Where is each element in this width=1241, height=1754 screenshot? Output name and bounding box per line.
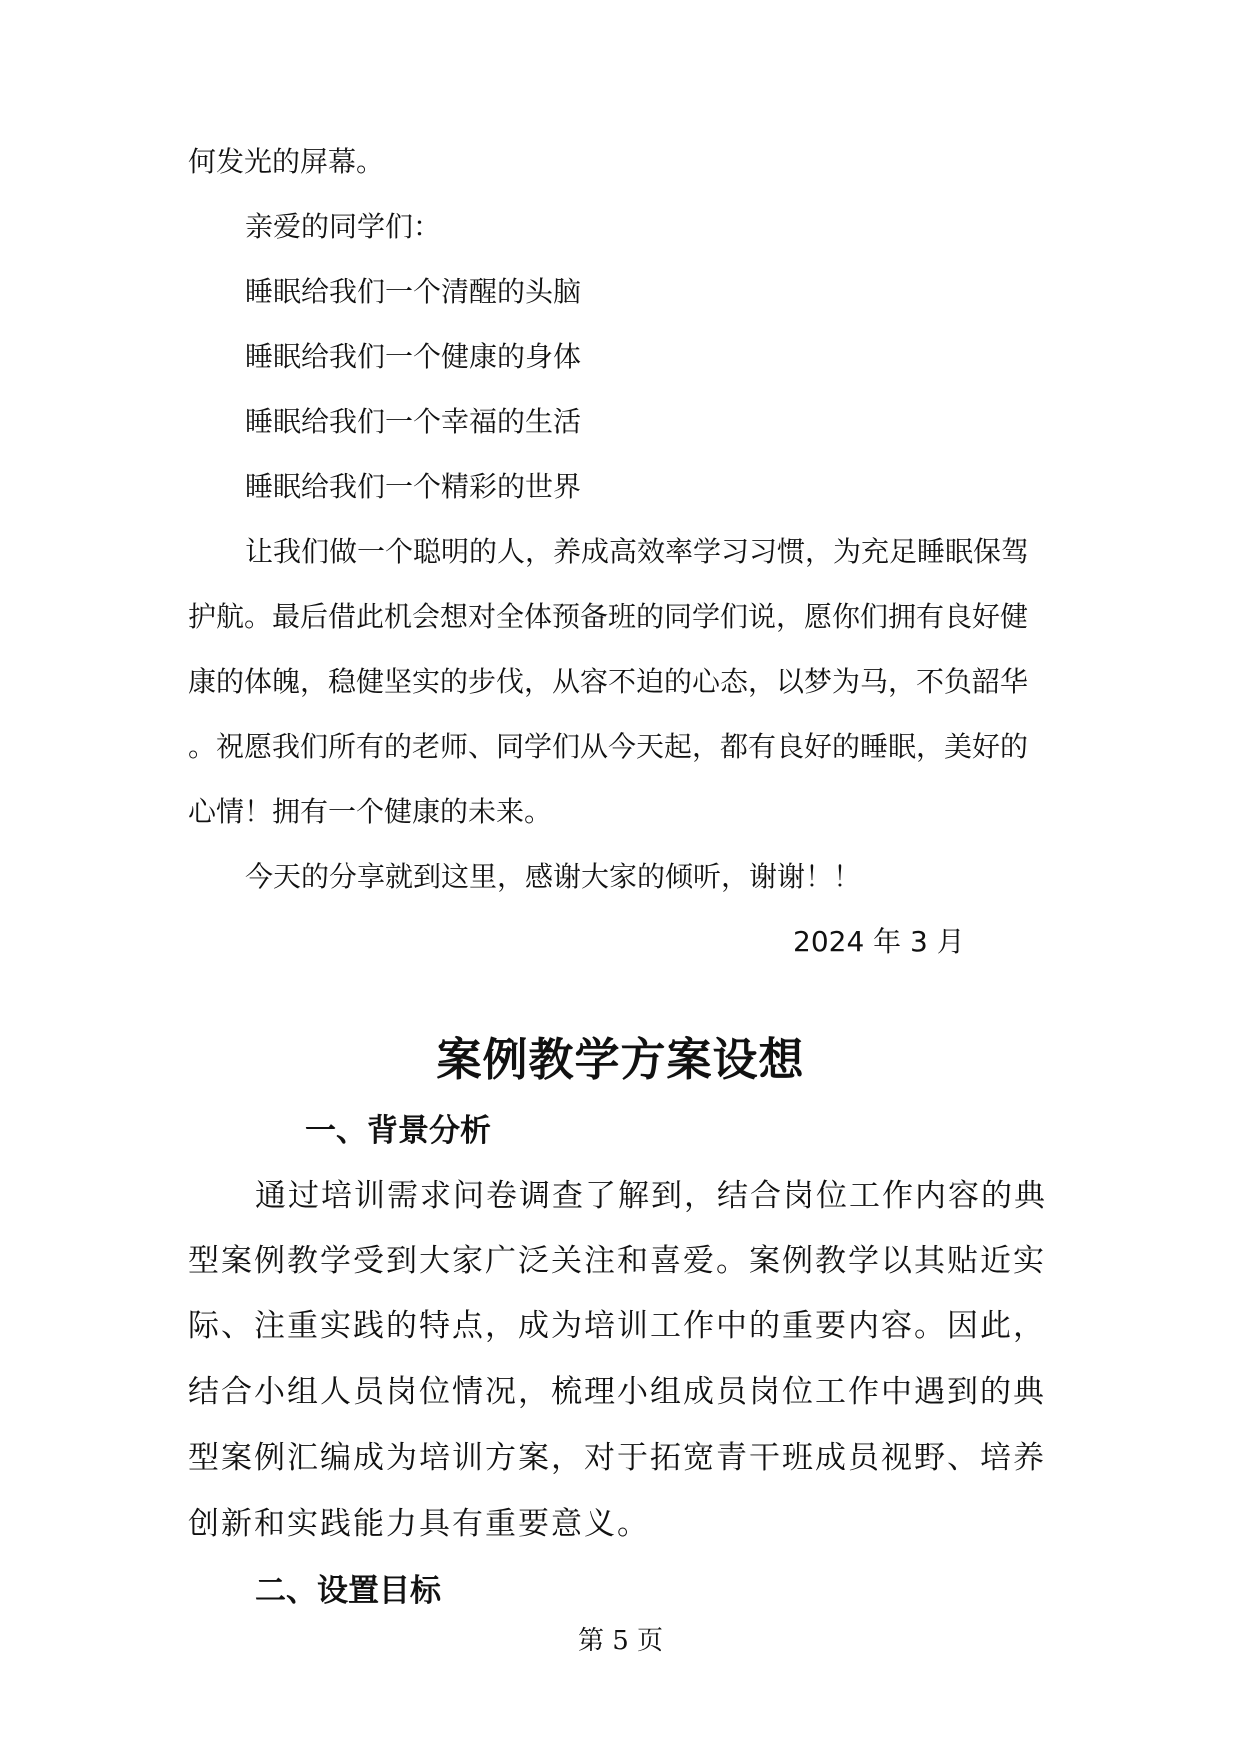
- paragraph-line: 型案例汇编成为培训方案，对于拓宽青干班成员视野、培养: [188, 1440, 1046, 1476]
- section-heading: 一、背景分析: [305, 1113, 491, 1149]
- salutation: 亲爱的同学们：: [245, 210, 442, 243]
- body-line: 护航。最后借此机会想对全体预备班的同学们说，愿你们拥有良好健: [188, 600, 1029, 633]
- article-title: 案例教学方案设想: [436, 1033, 805, 1086]
- body-line: 睡眠给我们一个精彩的世界: [245, 470, 582, 503]
- paragraph-line: 结合小组人员岗位情况，梳理小组成员岗位工作中遇到的典: [188, 1374, 1046, 1410]
- paragraph-line: 创新和实践能力具有重要意义。: [188, 1506, 650, 1542]
- paragraph-line: 际、注重实践的特点，成为培训工作中的重要内容。因此，: [188, 1308, 1046, 1344]
- body-line: 康的体魄，稳健坚实的步伐，从容不迫的心态，以梦为马，不负韶华: [188, 665, 1029, 698]
- body-line: 让我们做一个聪明的人，养成高效率学习习惯，为充足睡眠保驾: [245, 535, 1030, 568]
- body-line: 心情！拥有一个健康的未来。: [188, 795, 553, 828]
- paragraph-line: 通过培训需求问卷调查了解到，结合岗位工作内容的典: [255, 1178, 1047, 1214]
- body-line: 睡眠给我们一个健康的身体: [245, 340, 582, 373]
- body-line: 睡眠给我们一个清醒的头脑: [245, 275, 582, 308]
- body-line: 何发光的屏幕。: [188, 145, 385, 178]
- paragraph-line: 型案例教学受到大家广泛关注和喜爱。案例教学以其贴近实: [188, 1243, 1046, 1279]
- body-line: 睡眠给我们一个幸福的生活: [245, 405, 582, 438]
- date-line: 2024 年 3 月: [793, 925, 965, 958]
- section-heading: 二、设置目标: [255, 1573, 441, 1609]
- closing-line: 今天的分享就到这里，感谢大家的倾听，谢谢！！: [245, 860, 862, 893]
- page-number: 第 5 页: [577, 1626, 664, 1656]
- body-line: 。祝愿我们所有的老师、同学们从今天起，都有良好的睡眠，美好的: [188, 730, 1029, 763]
